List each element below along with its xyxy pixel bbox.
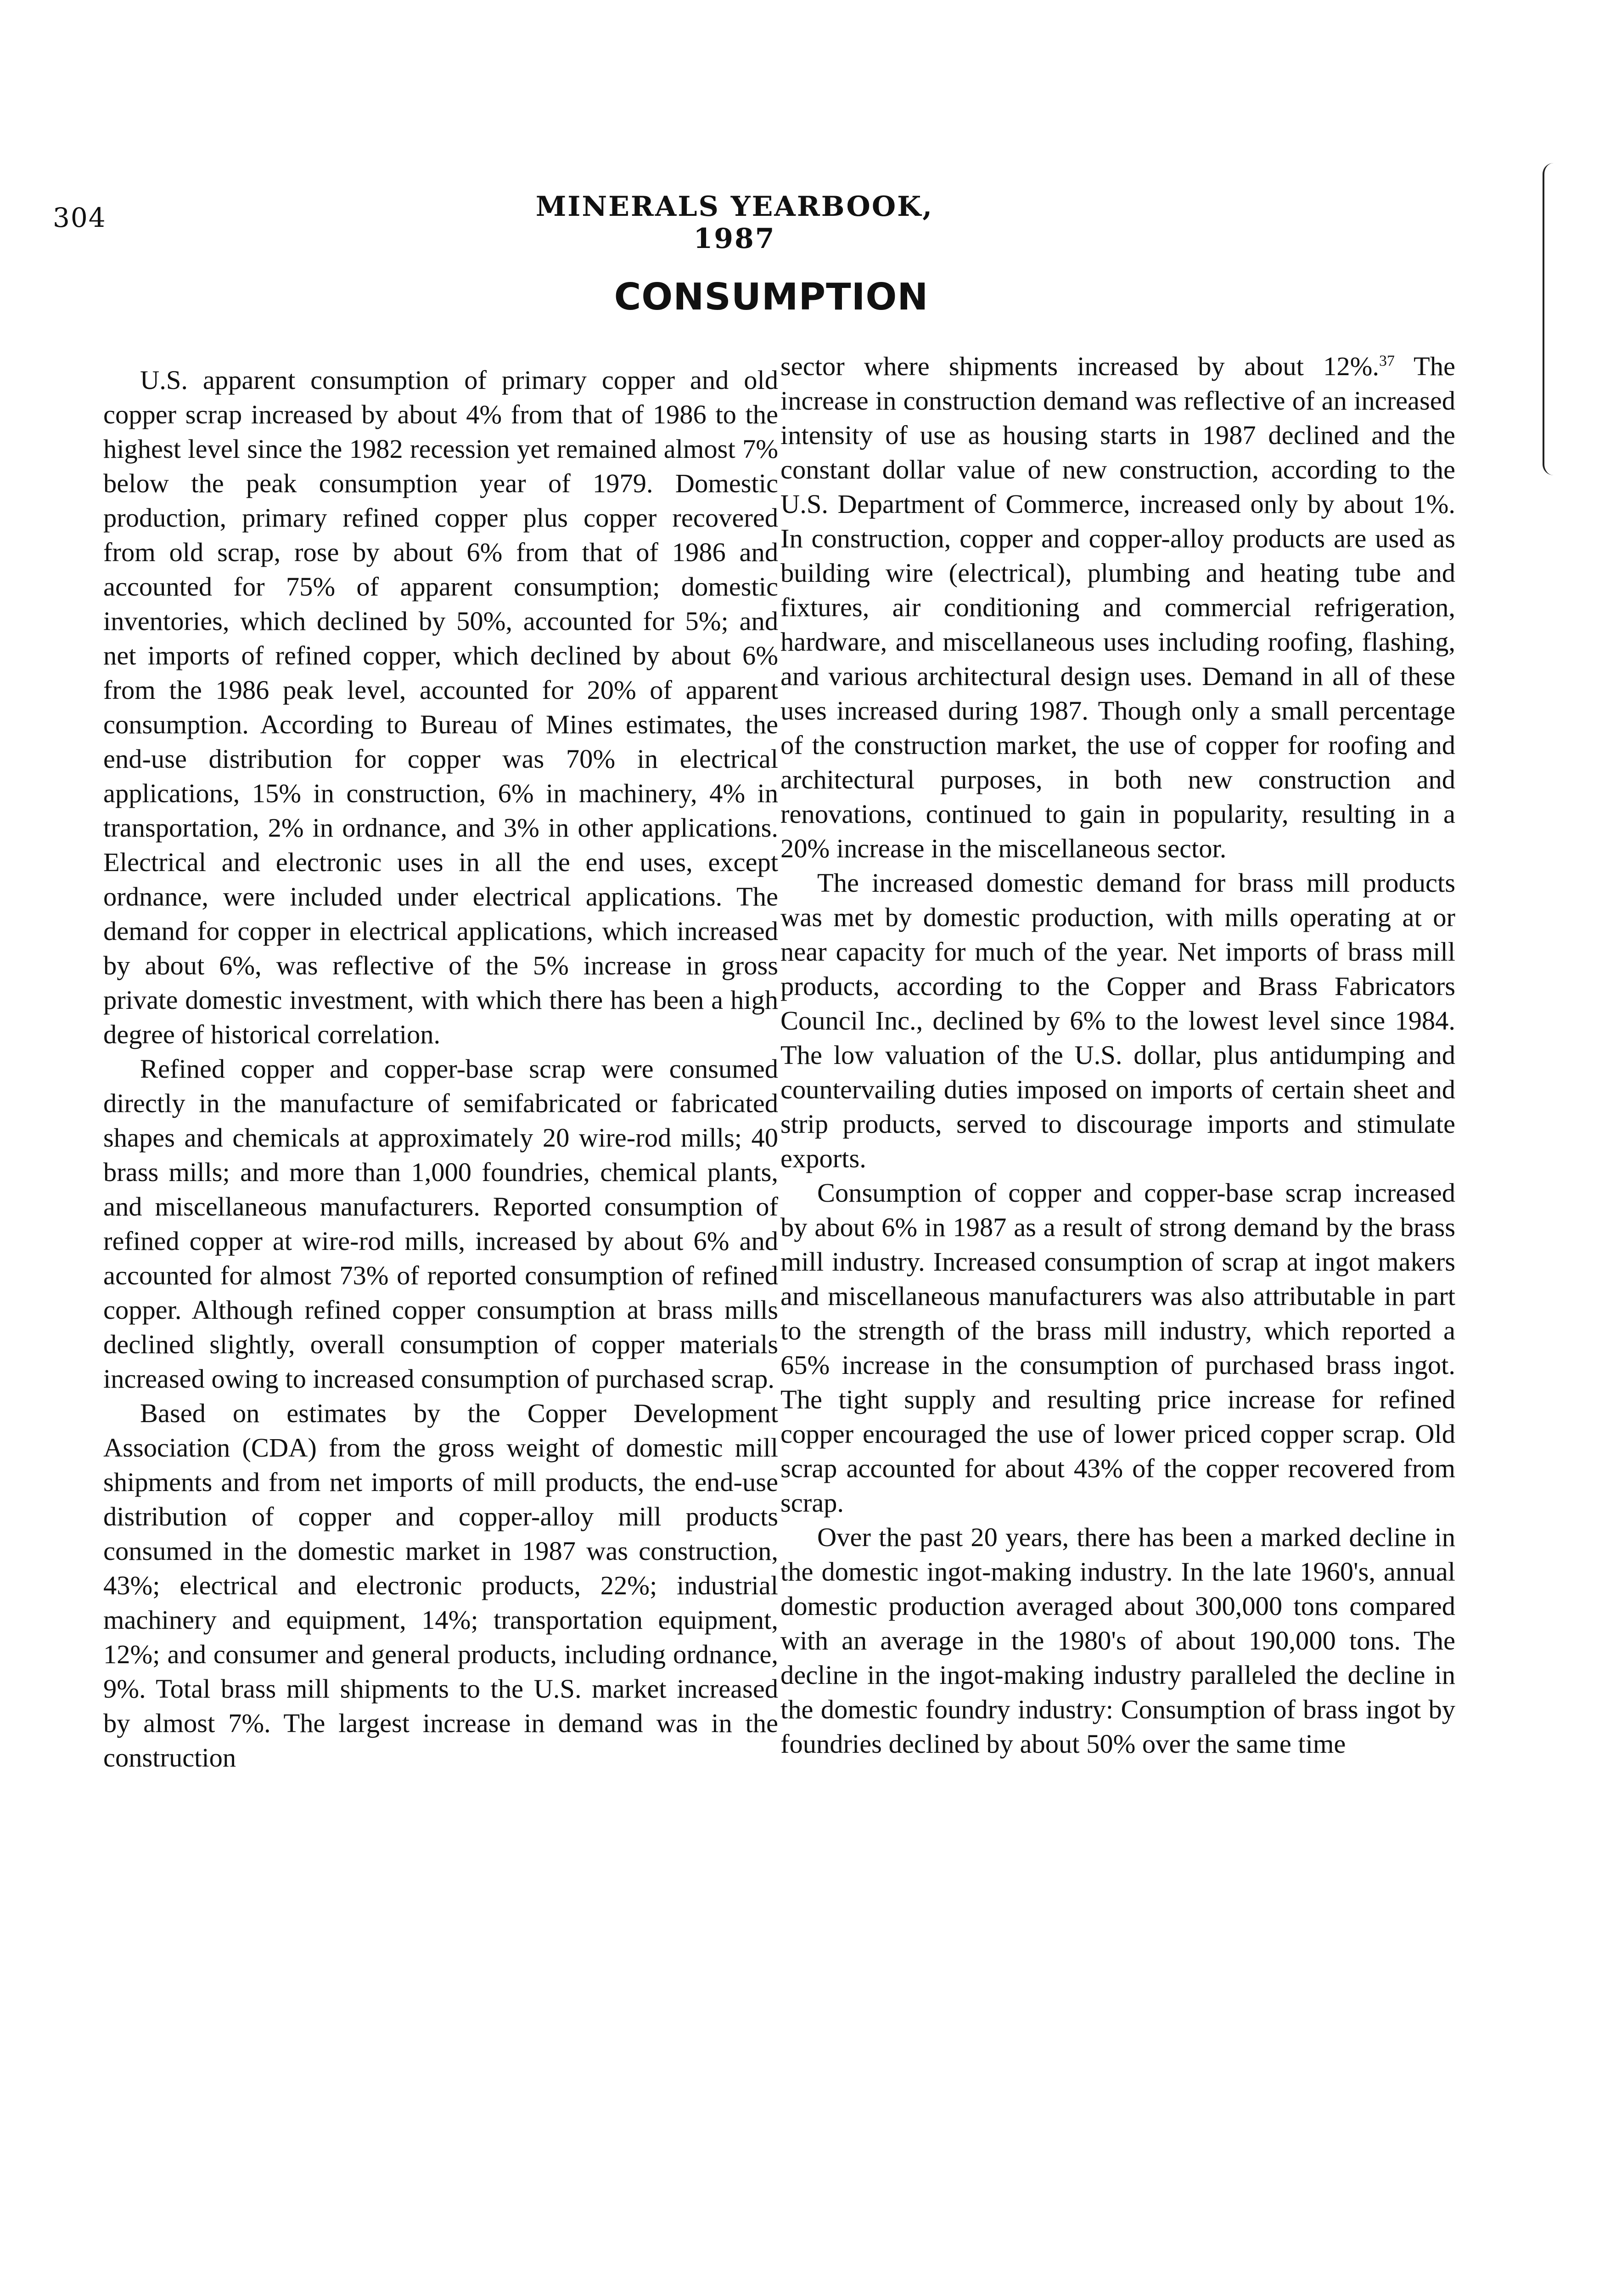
section-heading: CONSUMPTION bbox=[614, 276, 929, 318]
right-paragraph-1-rest: The increase in construction demand was reflective of an increased intensity of use as housing starts in 1987 declined and the constant dollar value of new construction, according to the U.S. Department of Commerce, increased only by about 1%. In construction, copper and copper-alloy products are used as building wire (electrical), plumbing and heating tube and fixtures, air conditioning and commercial refrigeration, hardware, and miscellaneous uses including roofing, flashing, and various architectural design uses. Demand in all of these uses increased during 1987. Though only a small percentage of the construction market, the use of copper for roofing and architectural purposes, in both new construction and renovations, continued to gain in popularity, resulting in a 20% increase in the miscellaneous sector. bbox=[780, 351, 1455, 863]
margin-bracket-mark bbox=[1543, 163, 1554, 475]
right-paragraph-1-start: sector where shipments increased by about 12%. bbox=[780, 351, 1379, 381]
left-column bbox=[103, 363, 778, 1775]
right-paragraph-1 bbox=[780, 349, 1455, 866]
running-head-title: MINERALS YEARBOOK, 1987 bbox=[535, 191, 934, 255]
left-paragraph-3: Based on estimates by the Copper Development Association (CDA) from the gross weight of domestic mill shipments and from net imports of mill products, the end-use distribution of copper and copper-alloy mill products consumed in the domestic market in 1987 was construction, 43%; electrical and electronic products, 22%; industrial machinery and equipment, 14%; transportation equipment, 12%; and consumer and general products, including ordnance, 9%. Total brass mill shipments to the U.S. market increased by almost 7%. The largest increase in demand was in the construction bbox=[103, 1398, 778, 1773]
right-paragraph-3: Consumption of copper and copper-base scrap increased by about 6% in 1987 as a result of strong demand by the brass mill industry. Increased consumption of scrap at ingot makers and miscellaneous manufacturers was also attributable in part to the strength of the brass mill industry, which reported a 65% increase in the consumption of purchased brass ingot. The tight supply and resulting price increase for refined copper encouraged the use of lower priced copper scrap. Old scrap accounted for about 43% of the copper recovered from scrap. bbox=[780, 1178, 1455, 1518]
right-column bbox=[780, 349, 1455, 1761]
right-paragraph-2: The increased domestic demand for brass mill products was met by domestic production, with mills operating at or near capacity for much of the year. Net imports of brass mill products, according to the Copper and Brass Fabricators Council Inc., declined by 6% to the lowest level since 1984. The low valuation of the U.S. dollar, plus antidumping and countervailing duties imposed on imports of certain sheet and strip products, served to discourage imports and stimulate exports. bbox=[780, 868, 1455, 1173]
page-number: 304 bbox=[53, 202, 107, 233]
footnote-reference[interactable]: 37 bbox=[1379, 352, 1395, 370]
left-paragraph-2: Refined copper and copper-base scrap were consumed directly in the manufacture of semifabricated or fabricated shapes and chemicals at approximately 20 wire-rod mills; 40 brass mills; and more than 1,000 foundries, chemical plants, and miscellaneous manufacturers. Reported consumption of refined copper at wire-rod mills, increased by about 6% and accounted for almost 73% of reported consumption of refined copper. Although refined copper consumption at brass mills declined slightly, overall consumption of copper materials increased owing to increased consumption of purchased scrap. bbox=[103, 1054, 778, 1394]
right-paragraph-4: Over the past 20 years, there has been a marked decline in the domestic ingot-making industry. In the late 1960's, annual domestic production averaged about 300,000 tons compared with an average in the 1980's of about 190,000 tons. The decline in the ingot-making industry paralleled the decline in the domestic foundry industry: Consumption of brass ingot by foundries declined by about 50% over the same time bbox=[780, 1522, 1455, 1759]
left-paragraph-1: U.S. apparent consumption of primary copper and old copper scrap increased by about 4% from that of 1986 to the highest level since the 1982 recession yet remained almost 7% below the peak consumption year of 1979. Domestic production, primary refined copper plus copper recovered from old scrap, rose by about 6% from that of 1986 and accounted for 75% of apparent consumption; domestic inventories, which declined by 50%, accounted for 5%; and net imports of refined copper, which declined by about 6% from the 1986 peak level, accounted for 20% of apparent consumption. According to Bureau of Mines estimates, the end-use distribution for copper was 70% in electrical applications, 15% in construction, 6% in machinery, 4% in transportation, 2% in ordnance, and 3% in other applications. Electrical and electronic uses in all the end uses, except ordnance, were included under electrical applications. The demand for copper in electrical applications, which increased by about 6%, was reflective of the 5% increase in gross private domestic investment, with which there has been a high degree of historical correlation. bbox=[103, 365, 778, 1049]
